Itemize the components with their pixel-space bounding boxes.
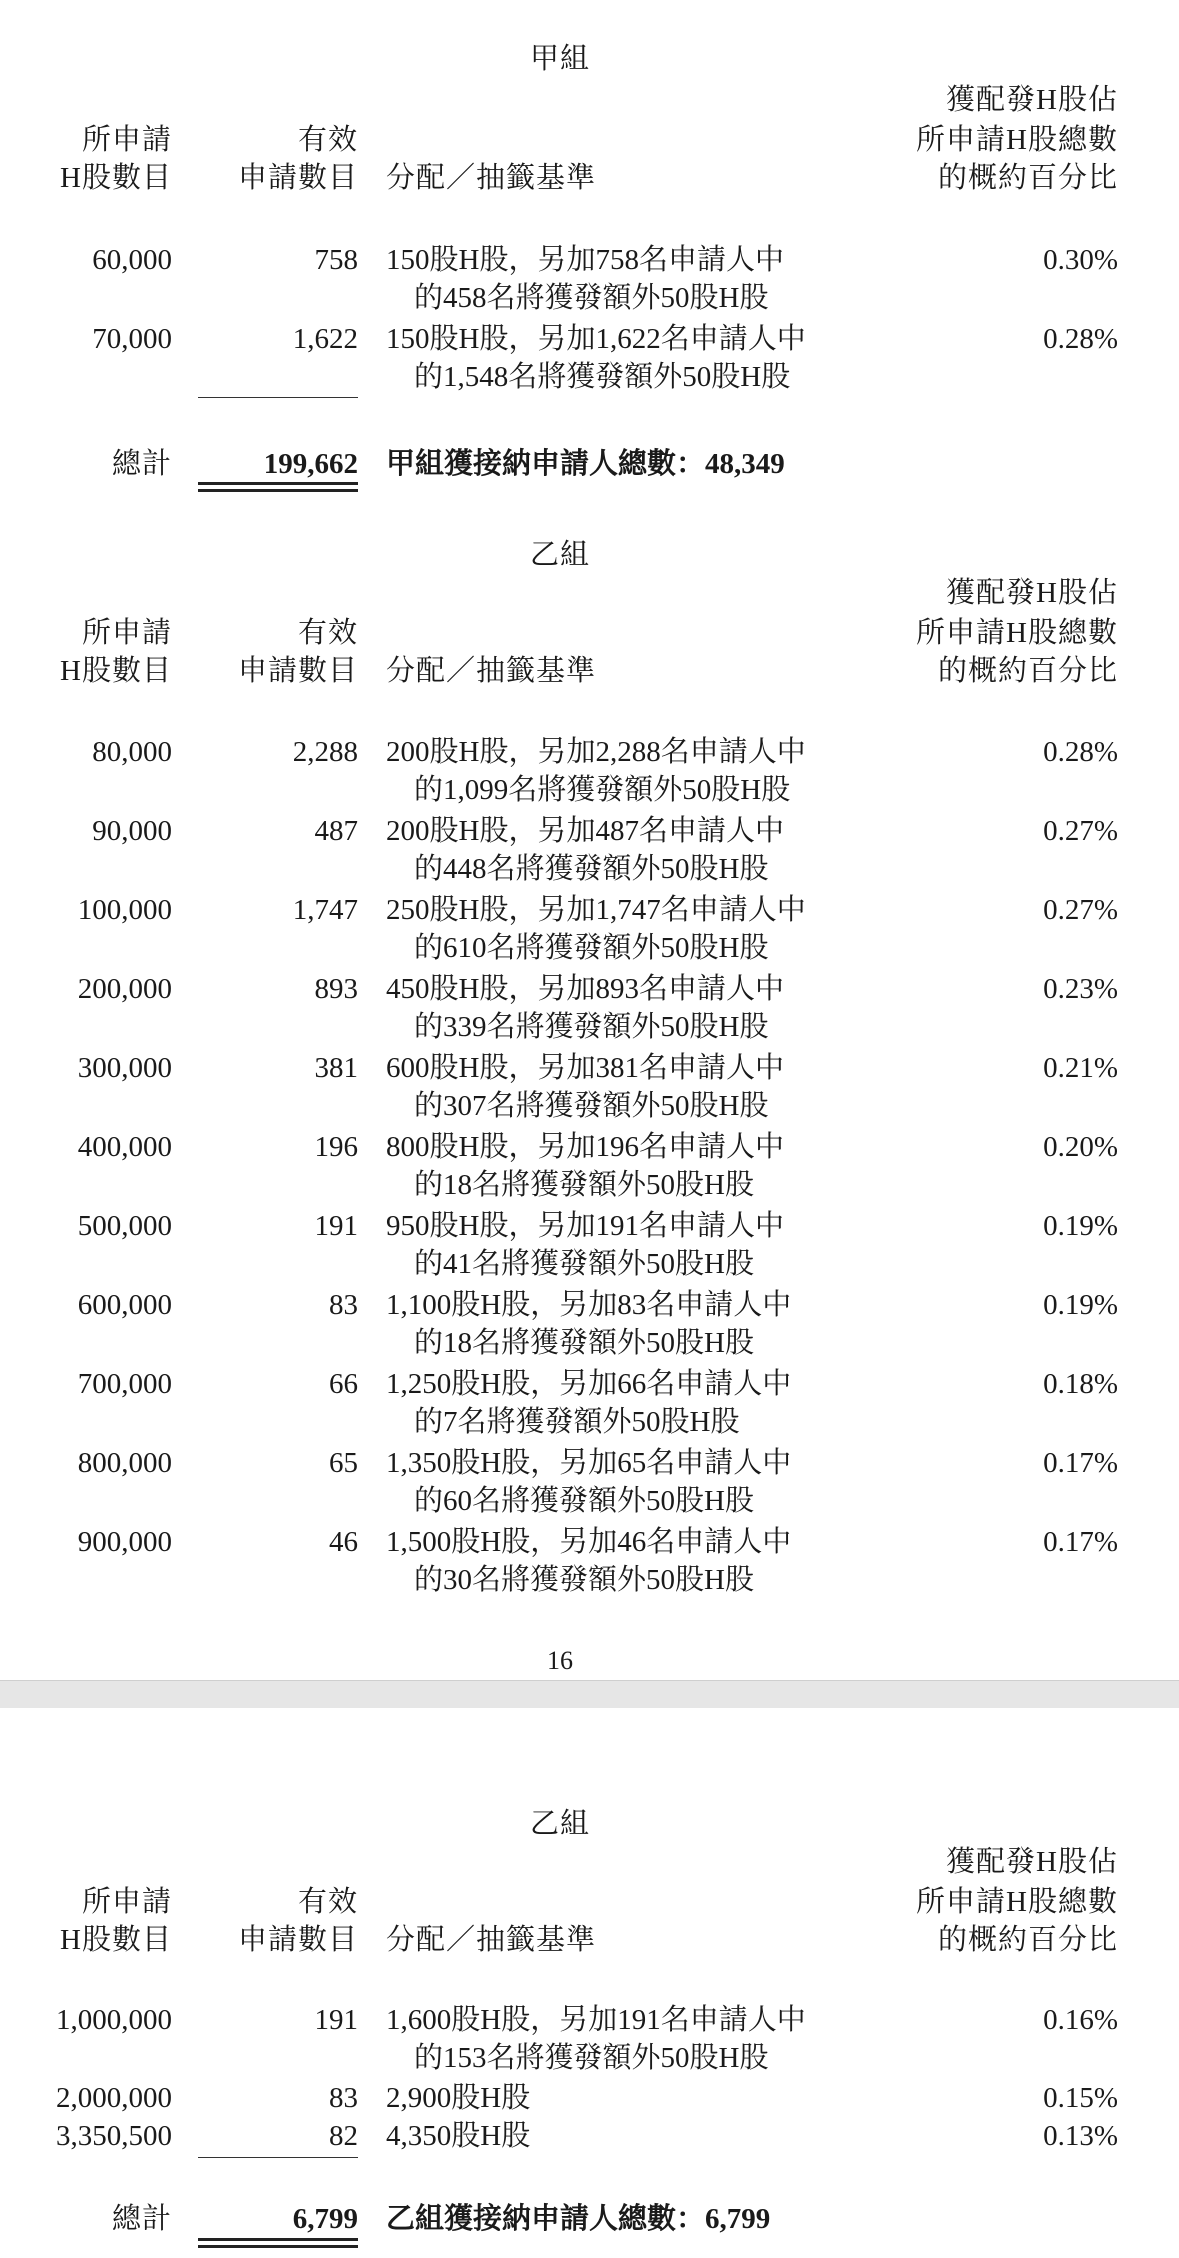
table-row-basis-cont: 的339名將獲發額外50股H股: [414, 1011, 769, 1043]
table-row-shares: 400,000: [77, 1131, 172, 1163]
table-row-apps: 758: [314, 244, 358, 276]
table-row-apps: 83: [329, 2082, 358, 2114]
table-row-apps: 381: [314, 1052, 358, 1084]
total-applicants-text: 乙組獲接納申請人總數：6,799: [386, 2203, 771, 2235]
total-rule-upper: [198, 2238, 358, 2241]
table-row-basis-cont: 的7名將獲發額外50股H股: [414, 1406, 740, 1438]
header-pct-line2: 所申請H股總數: [916, 1886, 1118, 1918]
table-row-pct: 0.27%: [1043, 894, 1118, 926]
header-shares-line2: H股數目: [60, 162, 172, 194]
header-apps-line2: 申請數目: [237, 162, 358, 194]
table-row-basis-cont: 的153名將獲發額外50股H股: [414, 2042, 769, 2074]
header-apps-line1: 有效: [297, 1886, 358, 1918]
table-row-shares: 700,000: [77, 1368, 172, 1400]
table-row-basis: 1,250股H股，另加66名申請人中: [386, 1368, 792, 1400]
table-row-apps: 1,747: [292, 894, 358, 926]
header-apps-line2: 申請數目: [237, 1924, 358, 1956]
table-row-pct: 0.17%: [1043, 1526, 1118, 1558]
table-row-shares: 300,000: [77, 1052, 172, 1084]
header-pct-line2: 所申請H股總數: [916, 124, 1118, 156]
table-row-apps: 46: [329, 1526, 358, 1558]
table-row-pct: 0.18%: [1043, 1368, 1118, 1400]
table-row-basis: 1,500股H股，另加46名申請人中: [386, 1526, 792, 1558]
table-row-basis: 600股H股，另加381名申請人中: [386, 1052, 784, 1084]
table-row-shares: 600,000: [77, 1289, 172, 1321]
group-b-title: 乙組: [529, 539, 590, 571]
table-row-basis: 4,350股H股: [386, 2120, 531, 2152]
table-row-basis-cont: 的30名將獲發額外50股H股: [414, 1564, 754, 1596]
table-row-apps: 66: [329, 1368, 358, 1400]
table-row-shares: 60,000: [92, 244, 172, 276]
table-row-pct: 0.19%: [1043, 1289, 1118, 1321]
table-row-apps: 191: [314, 2004, 358, 2036]
table-row-basis-cont: 的18名將獲發額外50股H股: [414, 1327, 754, 1359]
header-basis: 分配／抽籤基準: [386, 1924, 597, 1956]
table-row-apps: 893: [314, 973, 358, 1005]
header-apps-line2: 申請數目: [237, 655, 358, 687]
table-row-basis: 950股H股，另加191名申請人中: [386, 1210, 784, 1242]
header-pct-line2: 所申請H股總數: [916, 617, 1118, 649]
header-shares-line1: 所申請: [81, 617, 172, 649]
table-row-shares: 1,000,000: [56, 2004, 172, 2036]
total-value: 199,662: [263, 448, 358, 480]
table-row-basis: 250股H股，另加1,747名申請人中: [386, 894, 806, 926]
table-row-pct: 0.21%: [1043, 1052, 1118, 1084]
header-pct-line1: 獲配發H股佔: [946, 84, 1118, 116]
table-row-shares: 800,000: [77, 1447, 172, 1479]
table-row-basis-cont: 的1,548名將獲發額外50股H股: [414, 361, 791, 393]
header-pct-line3: 的概約百分比: [937, 162, 1118, 194]
table-row-apps: 1,622: [292, 323, 358, 355]
total-rule-upper: [198, 482, 358, 485]
table-row-basis-cont: 的18名將獲發額外50股H股: [414, 1169, 754, 1201]
table-row-pct: 0.13%: [1043, 2120, 1118, 2152]
header-shares-line1: 所申請: [81, 124, 172, 156]
table-row-shares: 80,000: [92, 736, 172, 768]
table-row-basis-cont: 的307名將獲發額外50股H股: [414, 1090, 769, 1122]
table-row-shares: 2,000,000: [56, 2082, 172, 2114]
total-label: 總計: [111, 2203, 172, 2235]
table-row-basis: 1,350股H股，另加65名申請人中: [386, 1447, 792, 1479]
table-row-pct: 0.28%: [1043, 736, 1118, 768]
total-label: 總計: [111, 448, 172, 480]
header-pct-line1: 獲配發H股佔: [946, 577, 1118, 609]
total-rule-lower: [198, 489, 358, 492]
table-row-shares: 70,000: [92, 323, 172, 355]
table-row-shares: 900,000: [77, 1526, 172, 1558]
table-row-shares: 200,000: [77, 973, 172, 1005]
table-row-pct: 0.15%: [1043, 2082, 1118, 2114]
table-row-pct: 0.28%: [1043, 323, 1118, 355]
table-row-basis-cont: 的448名將獲發額外50股H股: [414, 853, 769, 885]
table-row-shares: 3,350,500: [56, 2120, 172, 2152]
table-row-basis: 1,100股H股，另加83名申請人中: [386, 1289, 792, 1321]
total-rule-lower: [198, 2245, 358, 2248]
total-value: 6,799: [292, 2203, 358, 2235]
table-row-pct: 0.16%: [1043, 2004, 1118, 2036]
table-row-pct: 0.19%: [1043, 1210, 1118, 1242]
table-row-basis: 1,600股H股，另加191名申請人中: [386, 2004, 806, 2036]
total-applicants-text: 甲組獲接納申請人總數：48,349: [386, 448, 785, 480]
document-page-2: [0, 1708, 1179, 2258]
header-basis: 分配／抽籤基準: [386, 162, 597, 194]
table-row-pct: 0.17%: [1043, 1447, 1118, 1479]
table-row-shares: 90,000: [92, 815, 172, 847]
table-row-basis: 200股H股，另加2,288名申請人中: [386, 736, 806, 768]
table-row-basis: 450股H股，另加893名申請人中: [386, 973, 784, 1005]
header-apps-line1: 有效: [297, 617, 358, 649]
header-shares-line2: H股數目: [60, 1924, 172, 1956]
table-row-apps: 83: [329, 1289, 358, 1321]
table-row-pct: 0.23%: [1043, 973, 1118, 1005]
table-row-basis-cont: 的60名將獲發額外50股H股: [414, 1485, 754, 1517]
table-row-pct: 0.27%: [1043, 815, 1118, 847]
table-row-pct: 0.20%: [1043, 1131, 1118, 1163]
table-row-basis: 150股H股，另加758名申請人中: [386, 244, 784, 276]
subtotal-rule: [198, 2157, 358, 2158]
table-row-basis-cont: 的610名將獲發額外50股H股: [414, 932, 769, 964]
header-shares-line2: H股數目: [60, 655, 172, 687]
table-row-basis-cont: 的458名將獲發額外50股H股: [414, 282, 769, 314]
table-row-shares: 100,000: [77, 894, 172, 926]
header-apps-line1: 有效: [297, 124, 358, 156]
table-row-apps: 196: [314, 1131, 358, 1163]
table-row-pct: 0.30%: [1043, 244, 1118, 276]
table-row-basis: 2,900股H股: [386, 2082, 531, 2114]
table-row-apps: 2,288: [292, 736, 358, 768]
table-row-apps: 191: [314, 1210, 358, 1242]
table-row-apps: 487: [314, 815, 358, 847]
header-basis: 分配／抽籤基準: [386, 655, 597, 687]
table-row-basis: 800股H股，另加196名申請人中: [386, 1131, 784, 1163]
table-row-basis: 200股H股，另加487名申請人中: [386, 815, 784, 847]
group-b-title: 乙組: [529, 1808, 590, 1840]
subtotal-rule: [198, 397, 358, 398]
table-row-apps: 65: [329, 1447, 358, 1479]
group-a-title: 甲組: [529, 43, 590, 75]
header-pct-line3: 的概約百分比: [937, 655, 1118, 687]
table-row-basis-cont: 的1,099名將獲發額外50股H股: [414, 774, 791, 806]
header-pct-line3: 的概約百分比: [937, 1924, 1118, 1956]
page-separator: [0, 1680, 1179, 1710]
page-number: 16: [547, 1646, 573, 1675]
table-row-basis: 150股H股，另加1,622名申請人中: [386, 323, 806, 355]
header-shares-line1: 所申請: [81, 1886, 172, 1918]
table-row-apps: 82: [329, 2120, 358, 2152]
table-row-shares: 500,000: [77, 1210, 172, 1242]
header-pct-line1: 獲配發H股佔: [946, 1846, 1118, 1878]
table-row-basis-cont: 的41名將獲發額外50股H股: [414, 1248, 754, 1280]
